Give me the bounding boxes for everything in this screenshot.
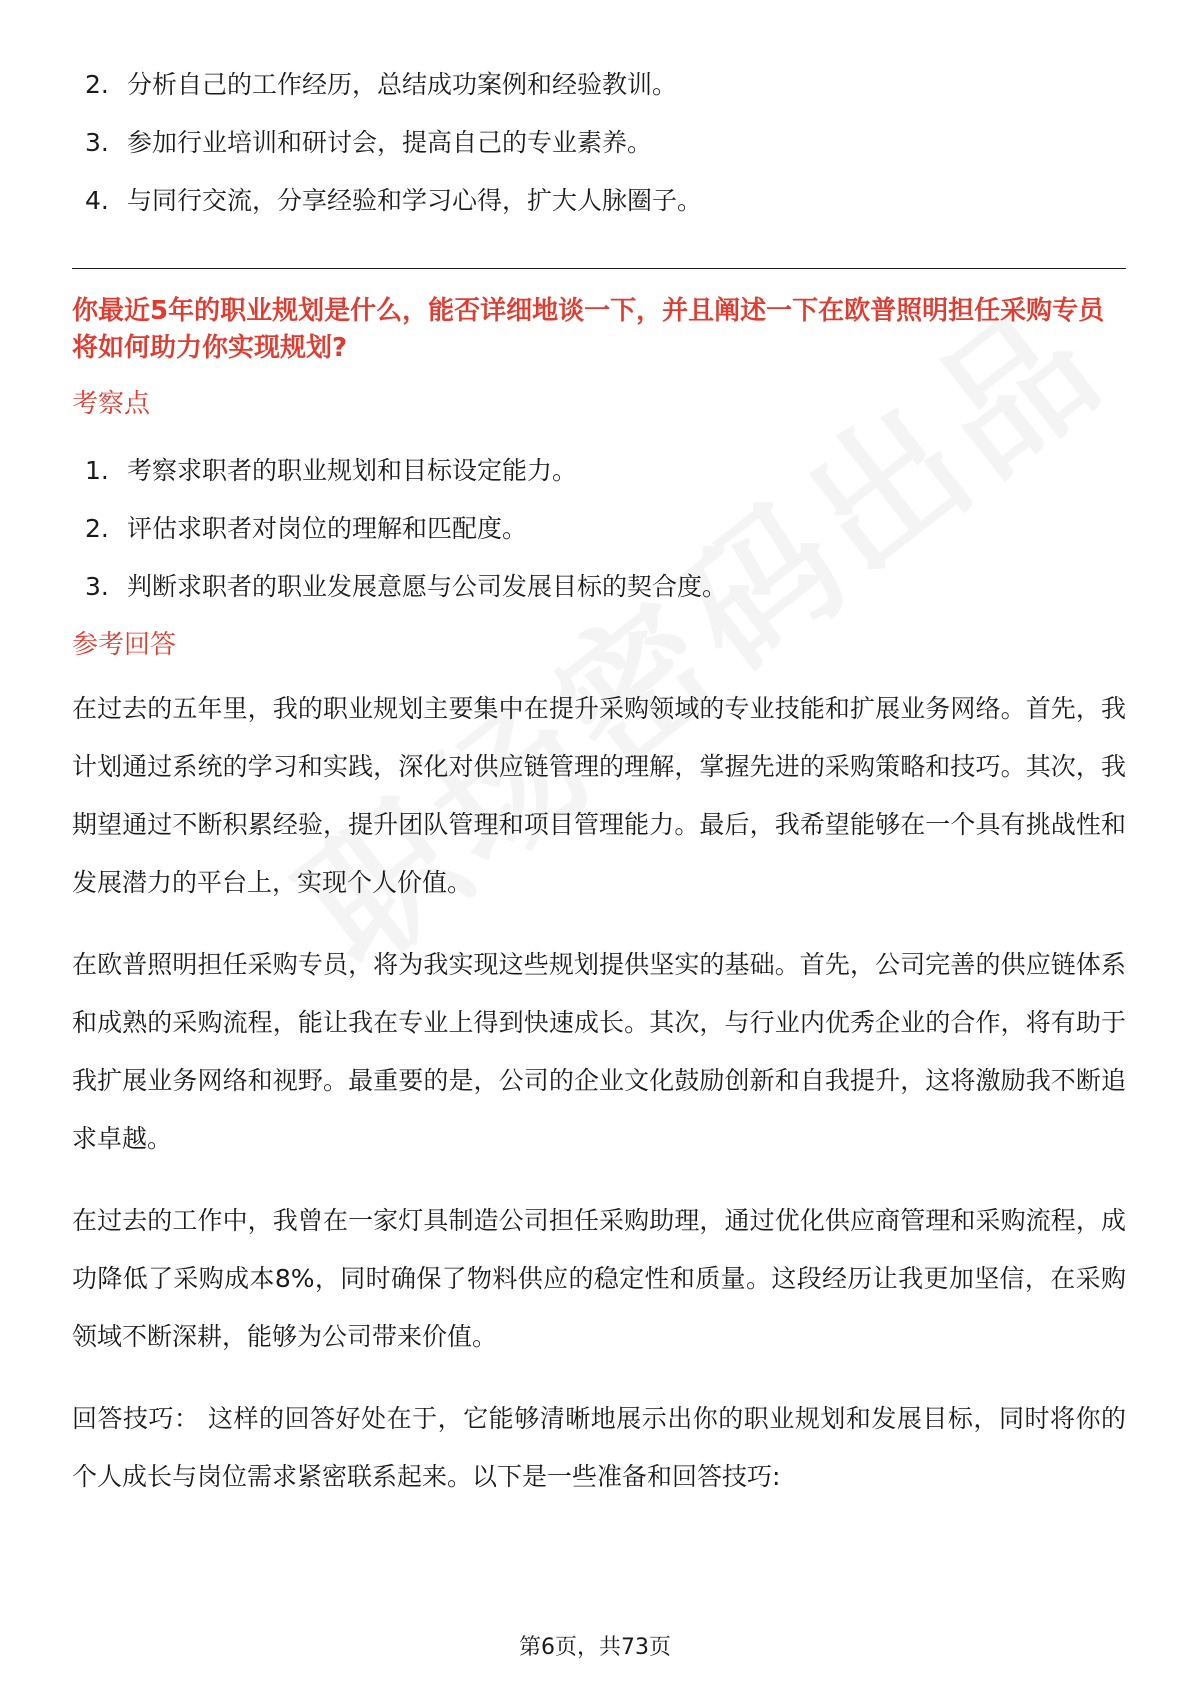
answer-paragraph: 在过去的五年里，我的职业规划主要集中在提升采购领域的专业技能和扩展业务网络。首先，我计划通过系统的学习和实践，深化对供应链管理的理解，掌握先进的采购策略和技巧。其次，我期望通过不断积累经验，提升团队管理和项目管理能力。最后，我希望能够在一个具有挑战性和发展潜力的平台上，实现个人价值。: [72, 694, 1126, 897]
list-item: 2. 分析自己的工作经历，总结成功案例和经验教训。: [85, 70, 678, 99]
list-item: 2. 评估求职者对岗位的理解和匹配度。: [85, 514, 528, 543]
section-divider: [72, 268, 1126, 269]
list-item: 4. 与同行交流，分享经验和学习心得，扩大人脉圈子。: [85, 186, 703, 215]
answer-paragraph: 在欧普照明担任采购专员，将为我实现这些规划提供坚实的基础。首先，公司完善的供应链体系和成熟的采购流程，能让我在专业上得到快速成长。其次，与行业内优秀企业的合作，将有助于我扩展业务网络和视野。最重要的是，公司的企业文化鼓励创新和自我提升，这将激励我不断追求卓越。: [72, 950, 1126, 1153]
answer-heading: 参考回答: [72, 630, 177, 660]
examine-list: [72, 454, 1126, 604]
answer-paragraph: 在过去的工作中，我曾在一家灯具制造公司担任采购助理，通过优化供应商管理和采购流程，成功降低了采购成本8%，同时确保了物料供应的稳定性和质量。这段经历让我更加坚信，在采购领域不断深耕，能够为公司带来价值。: [72, 1206, 1126, 1351]
page-footer: 第6页，共73页: [519, 1635, 671, 1660]
top-list: [72, 68, 1126, 218]
list-item: 3. 参加行业培训和研讨会，提高自己的专业素养。: [85, 128, 653, 157]
list-item: 3. 判断求职者的职业发展意愿与公司发展目标的契合度。: [85, 572, 728, 601]
page-content: [72, 68, 1126, 1530]
examine-heading: 考察点: [72, 389, 151, 419]
answer-tips: 回答技巧： 这样的回答好处在于，它能够清晰地展示出你的职业规划和发展目标，同时将你的个人成长与岗位需求紧密联系起来。以下是一些准备和回答技巧:: [72, 1404, 1126, 1491]
question-title: 你最近5年的职业规划是什么，能否详细地谈一下，并且阐述一下在欧普照明担任采购专员将如何助力你实现规划?: [72, 296, 1105, 363]
list-item: 1. 考察求职者的职业规划和目标设定能力。: [85, 456, 578, 485]
